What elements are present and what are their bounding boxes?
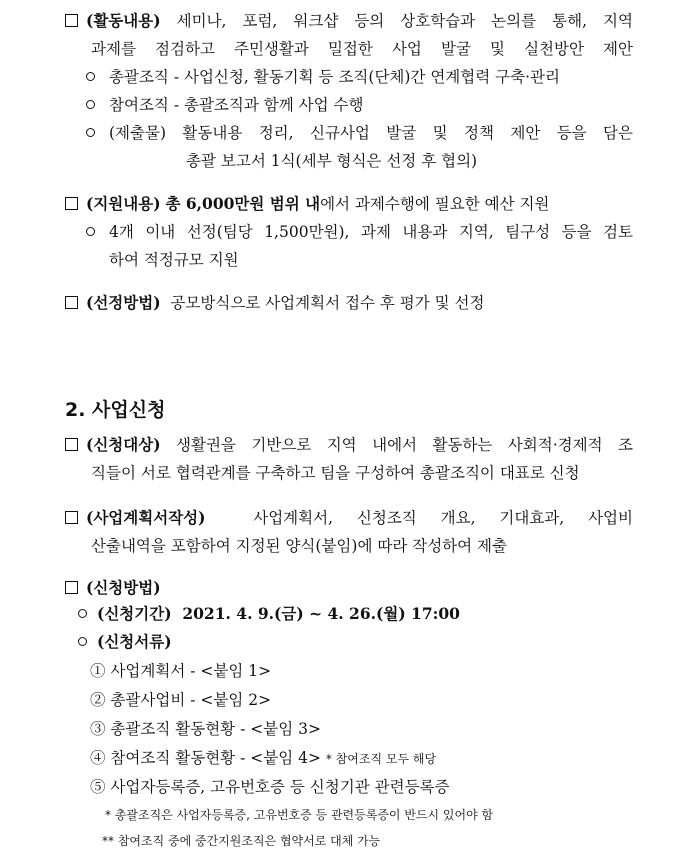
- support-label: (지원내용): [86, 194, 161, 213]
- circle-bullet-icon: [78, 637, 87, 646]
- activity-text: 세미나, 포럼, 워크샵 등의 상호학습과 논의를 통해, 지역: [176, 12, 633, 30]
- target-item: [65, 434, 633, 456]
- activity-sub-1-text: 총괄조직 - 사업신청, 활동기획 등 조직(단체)간 연계협력 구축·관리: [109, 68, 560, 86]
- selection-text: 공모방식으로 사업계획서 접수 후 평가 및 선정: [170, 294, 485, 312]
- circle-bullet-icon: [86, 100, 95, 109]
- activity-sub-3-cont: 총괄 보고서 1식(세부 형식은 선정 후 협의): [186, 152, 478, 170]
- plan-text-cont: 산출내역을 포함하여 지정된 양식(붙임)에 따라 작성하여 제출: [91, 537, 507, 555]
- method-label: (신청방법): [86, 578, 161, 597]
- doc-item-2: ② 총괄사업비 - <붙임 2>: [90, 691, 272, 709]
- support-sub-1-cont: 하여 적정규모 지원: [109, 251, 239, 269]
- plan-label: (사업계획서작성): [86, 508, 206, 527]
- plan-item: [65, 507, 633, 529]
- section-title: 2. 사업신청: [65, 399, 166, 421]
- support-item: [65, 193, 549, 215]
- plan-text: 사업계획서, 신청조직 개요, 기대효과, 사업비: [253, 509, 633, 527]
- docs-label: (신청서류): [97, 632, 172, 651]
- method-docs: [78, 631, 172, 653]
- footnote-1: * 총괄조직은 사업자등록증, 고유번호증 등 관련등록증이 반드시 있어야 함: [105, 808, 494, 822]
- activity-label: (활동내용): [86, 11, 161, 30]
- activity-text-cont: 과제를 점검하고 주민생활과 밀접한 사업 발굴 및 실천방안 제안: [91, 40, 633, 58]
- square-bullet-icon: [65, 511, 78, 524]
- period-label: (신청기간): [97, 604, 172, 623]
- period-value: 2021. 4. 9.(금) ~ 4. 26.(월) 17:00: [182, 604, 460, 623]
- activity-sub-3: [86, 122, 633, 144]
- circle-bullet-icon: [78, 609, 87, 618]
- support-sub-1-text: 4개 이내 선정(팀당 1,500만원), 과제 내용과 지역, 팀구성 등을 검토: [109, 223, 633, 241]
- square-bullet-icon: [65, 197, 78, 210]
- activity-sub-1: [86, 66, 560, 88]
- square-bullet-icon: [65, 581, 78, 594]
- target-text-cont: 직들이 서로 협력관계를 구축하고 팀을 구성하여 총괄조직이 대표로 신청: [91, 464, 580, 482]
- target-label: (신청대상): [86, 435, 161, 454]
- support-text: 에서 과제수행에 필요한 예산 지원: [320, 195, 550, 213]
- doc-item-3: ③ 총괄조직 활동현황 - <붙임 3>: [90, 720, 321, 738]
- doc-item-4-note: * 참여조직 모두 해당: [325, 752, 437, 766]
- activity-sub-3-text: (제출물) 활동내용 정리, 신규사업 발굴 및 정책 제안 등을 담은: [109, 124, 633, 142]
- activity-sub-2: [86, 94, 363, 116]
- selection-item: [65, 292, 484, 314]
- method-item: [65, 577, 161, 599]
- activity-sub-2-text: 참여조직 - 총괄조직과 함께 사업 수행: [109, 96, 364, 114]
- square-bullet-icon: [65, 438, 78, 451]
- doc-item-1: ① 사업계획서 - <붙임 1>: [90, 662, 272, 680]
- circle-bullet-icon: [86, 72, 95, 81]
- doc-item-4: [90, 747, 436, 770]
- footnote-2: ** 참여조직 중에 중간지원조직은 협약서로 대체 가능: [102, 834, 381, 848]
- support-amount: 총 6,000만원 범위 내: [165, 194, 321, 213]
- activity-item: [65, 10, 633, 32]
- circle-bullet-icon: [86, 128, 95, 137]
- square-bullet-icon: [65, 14, 78, 27]
- square-bullet-icon: [65, 296, 78, 309]
- support-sub-1: [86, 221, 633, 243]
- circle-bullet-icon: [86, 227, 95, 236]
- target-text: 생활권을 기반으로 지역 내에서 활동하는 사회적·경제적 조: [176, 436, 633, 454]
- method-period: [78, 603, 460, 625]
- selection-label: (선정방법): [86, 293, 161, 312]
- doc-item-5: ⑤ 사업자등록증, 고유번호증 등 신청기관 관련등록증: [90, 778, 450, 796]
- doc-item-4-text: ④ 참여조직 활동현황 - <붙임 4>: [90, 749, 321, 767]
